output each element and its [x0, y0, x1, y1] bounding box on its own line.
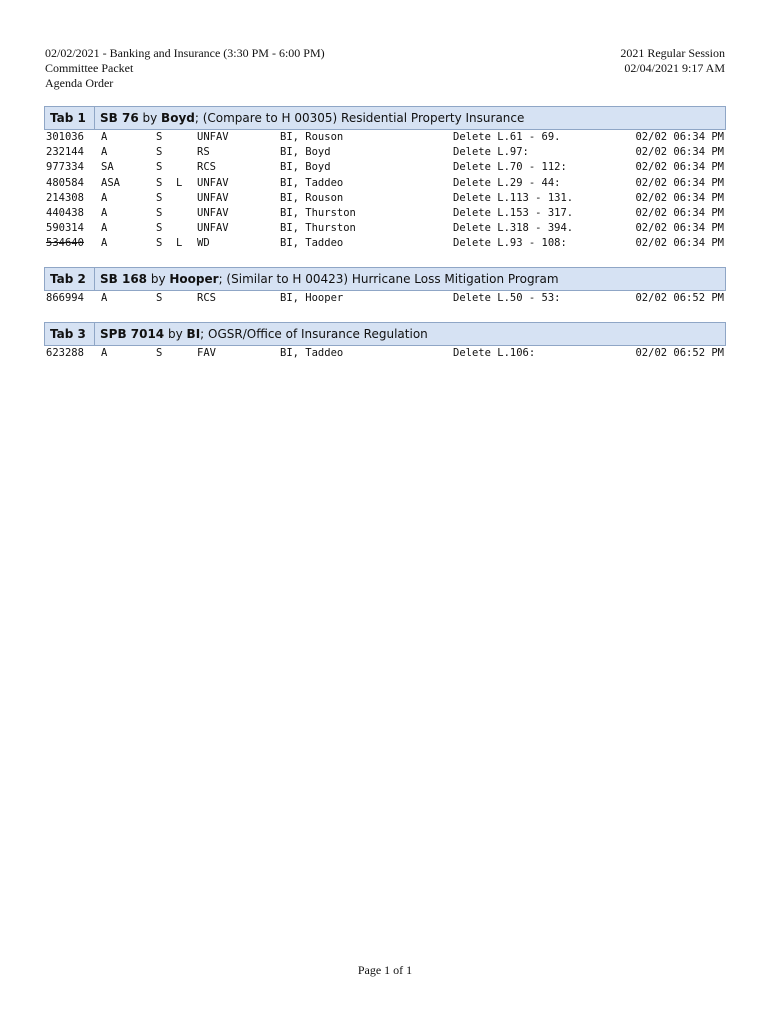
amendment-sponsor: BI, Thurston [280, 222, 356, 235]
amendment-type: ASA [101, 176, 120, 189]
amendment-delete-lines: Delete L.29 - 44: [453, 176, 561, 189]
amendment-delete-lines: Delete L.113 - 131. [453, 191, 574, 204]
amendment-time: 02/02 06:34 PM [635, 206, 724, 219]
amendment-recommendation: FAV [197, 347, 216, 359]
bill-title [95, 323, 428, 345]
amendment-chamber: S [156, 237, 163, 250]
amendment-time: 02/02 06:34 PM [635, 146, 724, 159]
amendment-sponsor: BI, Thurston [280, 206, 356, 219]
amendment-late-flag: L [176, 237, 183, 250]
amendment-row [44, 291, 726, 306]
by-label: by [150, 272, 166, 286]
amendment-time: 02/02 06:34 PM [635, 222, 724, 235]
bill-number: SB 168 [100, 272, 148, 286]
amendment-sponsor: BI, Boyd [280, 161, 331, 174]
amendment-id: 977334 [46, 161, 84, 174]
amendment-delete-lines: Delete L.70 - 112: [453, 161, 567, 174]
tab-section [44, 322, 726, 361]
amendment-row [44, 346, 726, 361]
amendment-time: 02/02 06:34 PM [635, 191, 724, 204]
amendment-row [44, 130, 726, 145]
amendment-row [44, 145, 726, 160]
by-label: by [168, 327, 183, 341]
amendment-recommendation: UNFAV [197, 222, 229, 235]
amendment-type: A [101, 191, 108, 204]
amendment-row-withdrawn [44, 236, 726, 251]
bill-number: SB 76 [100, 111, 139, 125]
header-right [620, 46, 725, 76]
amendment-recommendation: WD [197, 237, 210, 250]
amendment-id: 866994 [46, 292, 84, 304]
packet-label: Committee Packet [45, 61, 134, 75]
amendment-recommendation: RCS [197, 161, 216, 174]
amendment-time: 02/02 06:52 PM [635, 347, 724, 359]
amendment-type: A [101, 292, 108, 304]
amendment-delete-lines: Delete L.93 - 108: [453, 237, 567, 250]
amendment-sponsor: BI, Hooper [280, 292, 344, 304]
amendment-type: A [101, 206, 108, 219]
page-number: Page 1 of 1 [357, 963, 413, 977]
amendment-type: A [101, 222, 108, 235]
amendment-row [44, 176, 726, 191]
amendment-chamber: S [156, 292, 163, 304]
amendment-type: A [101, 237, 108, 250]
amendment-time: 02/02 06:34 PM [635, 237, 724, 250]
amendment-list [44, 346, 726, 361]
amendment-recommendation: UNFAV [197, 206, 229, 219]
header-left [45, 46, 325, 91]
amendment-row [44, 160, 726, 175]
by-label: by [142, 111, 158, 125]
amendment-sponsor: BI, Rouson [280, 191, 344, 204]
bill-description: ; (Compare to H 00305) Residential Property Insurance [194, 111, 525, 125]
amendment-time: 02/02 06:34 PM [635, 176, 724, 189]
amendment-recommendation: RS [197, 146, 210, 159]
tab-header [44, 106, 726, 130]
amendment-sponsor: BI, Boyd [280, 146, 331, 159]
amendment-chamber: S [156, 191, 163, 204]
bill-title [95, 107, 524, 129]
session-label: 2021 Regular Session [620, 46, 725, 60]
amendment-recommendation: UNFAV [197, 191, 229, 204]
amendment-time: 02/02 06:52 PM [635, 292, 724, 304]
amendment-sponsor: BI, Taddeo [280, 347, 344, 359]
bill-title [95, 268, 559, 290]
amendment-delete-lines: Delete L.97: [453, 146, 529, 159]
amendment-id: 301036 [46, 131, 84, 143]
amendment-time: 02/02 06:34 PM [635, 161, 724, 174]
amendment-id: 480584 [46, 176, 84, 189]
amendment-recommendation: UNFAV [197, 131, 229, 143]
order-label: Agenda Order [45, 76, 114, 90]
amendment-row [44, 206, 726, 221]
amendment-chamber: S [156, 206, 163, 219]
amendment-type: A [101, 347, 108, 359]
amendment-sponsor: BI, Rouson [280, 131, 344, 143]
bill-sponsor: BI [186, 327, 201, 341]
bill-description: ; OGSR/Office of Insurance Regulation [200, 327, 428, 341]
tab-number: Tab 3 [45, 323, 95, 345]
amendment-type: A [101, 131, 108, 143]
amendment-list [44, 130, 726, 252]
amendment-recommendation: RCS [197, 292, 216, 304]
print-timestamp: 02/04/2021 9:17 AM [624, 61, 725, 75]
amendment-row [44, 221, 726, 236]
amendment-recommendation: UNFAV [197, 176, 229, 189]
amendment-late-flag: L [176, 176, 183, 189]
tab-number: Tab 2 [45, 268, 95, 290]
amendment-row [44, 191, 726, 206]
amendment-chamber: S [156, 131, 163, 143]
tab-section [44, 106, 726, 252]
amendment-delete-lines: Delete L.153 - 317. [453, 206, 574, 219]
amendment-id: 440438 [46, 206, 84, 219]
bill-sponsor: Hooper [169, 272, 219, 286]
amendment-type: SA [101, 161, 114, 174]
amendment-list [44, 291, 726, 306]
bill-number: SPB 7014 [100, 327, 165, 341]
amendment-sponsor: BI, Taddeo [280, 237, 344, 250]
amendment-type: A [101, 146, 108, 159]
amendment-delete-lines: Delete L.318 - 394. [453, 222, 574, 235]
amendment-time: 02/02 06:34 PM [635, 131, 724, 143]
amendment-id: 534640 [46, 237, 84, 250]
tab-number: Tab 1 [45, 107, 95, 129]
amendment-chamber: S [156, 347, 163, 359]
amendment-id: 232144 [46, 146, 84, 159]
amendment-id: 590314 [46, 222, 84, 235]
amendment-delete-lines: Delete L.61 - 69. [453, 131, 561, 143]
amendment-chamber: S [156, 222, 163, 235]
amendment-sponsor: BI, Taddeo [280, 176, 344, 189]
amendment-chamber: S [156, 161, 163, 174]
bill-description: ; (Similar to H 00423) Hurricane Loss Mitigation Program [218, 272, 559, 286]
amendment-chamber: S [156, 146, 163, 159]
bill-sponsor: Boyd [161, 111, 195, 125]
tab-section [44, 267, 726, 306]
amendment-chamber: S [156, 176, 163, 189]
amendment-id: 623288 [46, 347, 84, 359]
tab-header [44, 322, 726, 346]
meeting-title: 02/02/2021 - Banking and Insurance (3:30 PM - 6:00 PM) [45, 46, 325, 60]
amendment-delete-lines: Delete L.50 - 53: [453, 292, 561, 304]
amendment-delete-lines: Delete L.106: [453, 347, 536, 359]
amendment-id: 214308 [46, 191, 84, 204]
tab-header [44, 267, 726, 291]
